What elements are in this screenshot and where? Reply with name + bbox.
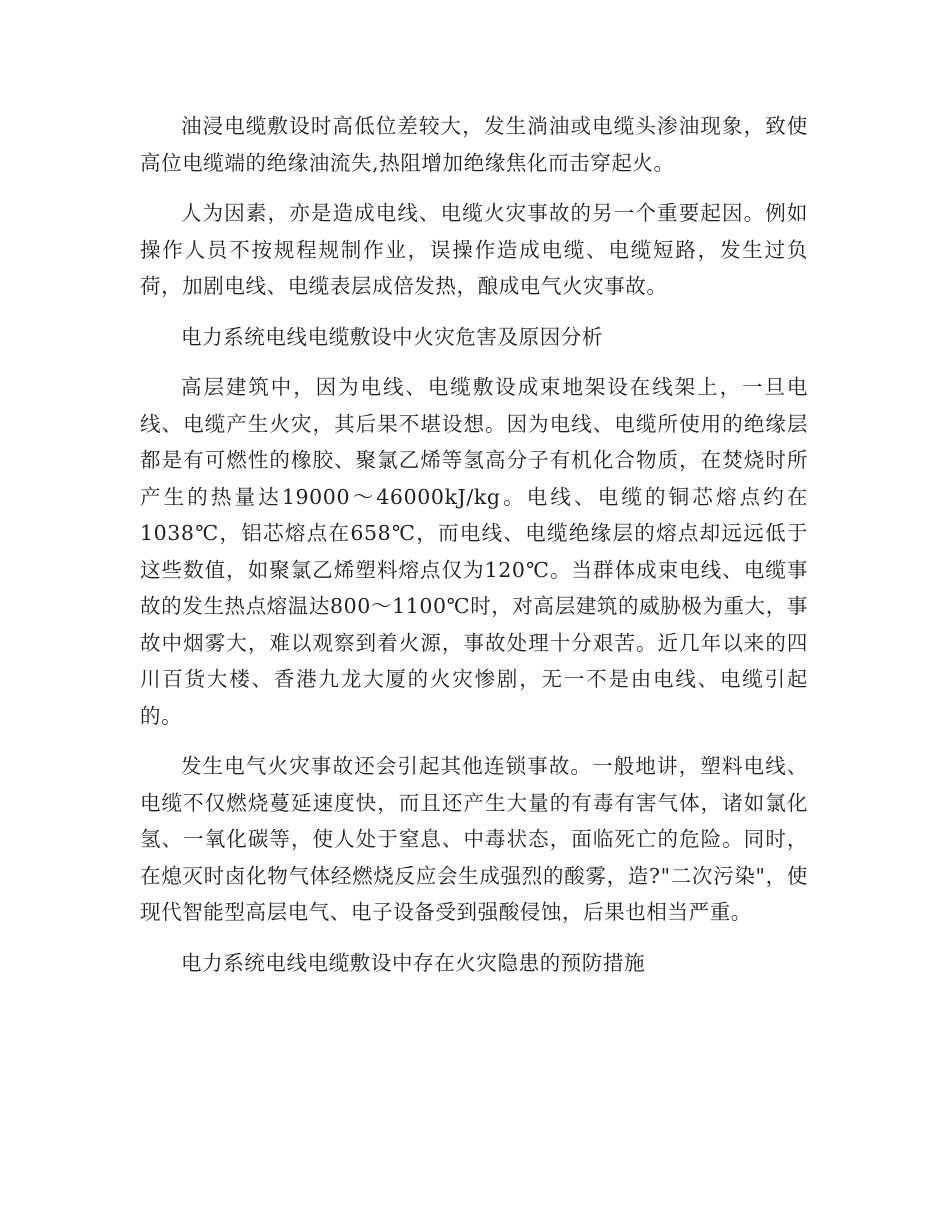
section-heading-hazards: 电力系统电线电缆敷设中火灾危害及原因分析 [181,324,603,349]
paragraph-high-rise: 高层建筑中，因为电线、电缆敷设成束地架设在线架上，一旦电线、电缆产生火灾，其后果不堪设想。因为电线、电缆所使用的绝缘层都是有可燃性的橡胶、聚氯乙烯等氢高分子有机化合物质，在焚烧时所产生的热量达19000～46000kJ/kg。电线、电缆的铜芯熔点约在1038℃，铝芯熔点在658℃，而电线、电缆绝缘层的熔点却远远低于这些数值，如聚氯乙烯塑料熔点仅为120℃。当群体成束电线、电缆事故的发生热点熔温达800～1100℃时，对高层建筑的威胁极为重大，事故中烟雾大，难以观察到着火源，事故处理十分艰苦。近几年以来的四川百货大楼、香港九龙大厦的火灾惨剧，无一不是由电线、电缆引起的。 [140,375,808,728]
paragraph-oil-leak: 油浸电缆敷设时高低位差较大，发生淌油或电缆头渗油现象，致使高位电缆端的绝缘油流失,热阻增加绝缘焦化而击穿起火。 [140,114,808,175]
document-body [140,108,808,995]
paragraph-chain-accidents: 发生电气火灾事故还会引起其他连锁事故。一般地讲，塑料电线、电缆不仅燃烧蔓延速度快，而且还产生大量的有毒有害气体，诸如氯化氢、一氧化碳等，使人处于窒息、中毒状态，面临死亡的危险。同时，在熄灭时卤化物气体经燃烧反应会生成强烈的酸雾，造?"二次污染"，使现代智能型高层电气、电子设备受到强酸侵蚀，后果也相当严重。 [140,754,808,924]
section-heading-prevention: 电力系统电线电缆敷设中存在火灾隐患的预防措施 [181,950,646,975]
paragraph-human-factors: 人为因素，亦是造成电线、电缆火灾事故的另一个重要起因。例如操作人员不按规程规制作业，误操作造成电缆、电缆短路，发生过负荷，加剧电线、电缆表层成倍发热，酿成电气火灾事故。 [140,201,808,298]
